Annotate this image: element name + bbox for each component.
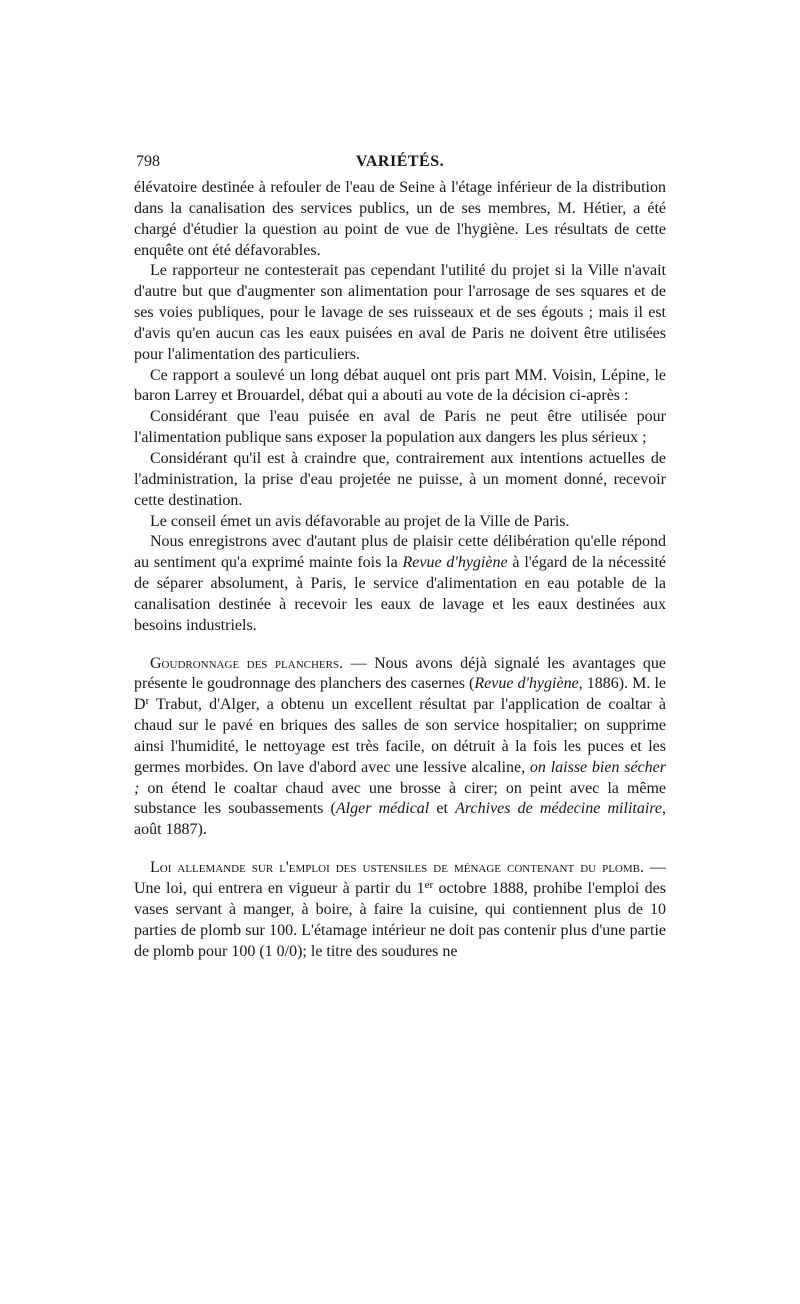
italic-phrase: on laisse bien sécher ; xyxy=(134,758,666,797)
paragraph-considerant-2: Considérant qu'il est à craindre que, contrairement aux intentions actuelles de l'administration, la prise d'eau projetée ne puisse, à un moment donné, recevoir cette destination. xyxy=(134,449,666,509)
text-run: , 1886). M. le D xyxy=(134,675,667,714)
paragraph-continuation: élévatoire destinée à refouler de l'eau de Seine à l'étage inférieur de la distribution dans la canalisation des services publics, un de ses membres, M. Hétier, a été chargé d'étudier la question au point de vue de l'hygiène. Les résultats de cette enquête ont été défavorables. xyxy=(134,179,666,259)
text-run: , août 1887). xyxy=(134,800,667,839)
journal-title: Alger médical xyxy=(335,800,430,818)
text-run: on étend le coaltar chaud avec une brosse à cirer; on peint avec la même substance les soubassements ( xyxy=(134,779,666,818)
paragraph-debat: Ce rapport a soulevé un long débat auquel ont pris part MM. Voisin, Lépine, le baron Larrey et Brouardel, débat qui a abouti au vote de la décision ci-après : xyxy=(134,366,666,405)
paragraph-revue xyxy=(134,532,666,636)
paragraph-rapporteur: Le rapporteur ne contesterait pas cependant l'utilité du projet si la Ville n'avait d'autre but que d'augmenter son alimentation pour l'arrosage de ses squares et de ses voies publiques, pour le lavage de ses ruisseaux et de ses égouts ; mais il est d'avis qu'en aucun cas les eaux puisées en aval de Paris ne doivent être utilisées pour l'alimentation des particuliers. xyxy=(134,262,666,363)
text-run: octobre 1888, prohibe l'emploi des vases servant à manger, à boire, à faire la cuisine, qui contiennent plus de 10 parties de plomb sur 100. L'étamage intérieur ne doit pas contenir plus d'une partie de plomb pour 100 (1 0/0); le titre des soudures ne xyxy=(134,880,667,960)
superscript: r xyxy=(145,695,150,708)
journal-title: Archives de médecine militaire xyxy=(455,800,663,818)
journal-title: Revue d'hygiène xyxy=(474,675,579,693)
superscript: er xyxy=(424,879,434,891)
section-title: Loi allemande sur l'emploi des ustensiles de ménage contenant du plomb. xyxy=(150,859,644,877)
text-run: Trabut, d'Alger, a obtenu un excellent résultat par l'application de coaltar à chaud sur le pavé en briques des salles de son service hospitalier; on supprime ainsi l'humidité, le nettoyage est très facile, on détruit à la fois les puces et les germes morbides. On lave d'abord avec une lessive alcaline, xyxy=(134,696,666,776)
paragraph-considerant-1: Considérant que l'eau puisée en aval de Paris ne peut être utilisée pour l'alimentation publique sans exposer la population aux dangers les plus sérieux ; xyxy=(134,408,666,447)
page-header xyxy=(134,150,666,178)
page-number: 798 xyxy=(136,153,160,170)
section-loi-allemande xyxy=(134,858,666,962)
text-run: à l'égard de la nécessité de séparer absolument, à Paris, le service d'alimentation en eau potable de la canalisation destinée à recevoir les eaux de lavage et les eaux destinées aux besoins industriels. xyxy=(134,554,667,634)
text-run: — Une loi, qui entrera en vigueur à partir du 1 xyxy=(134,859,666,897)
paragraph-avis: Le conseil émet un avis défavorable au projet de la Ville de Paris. xyxy=(150,512,570,530)
text-run: Nous enregistrons avec d'autant plus de plaisir cette délibération qu'elle répond au sentiment qu'a exprimé mainte fois la xyxy=(134,533,666,572)
document-page xyxy=(134,150,666,962)
text-run: et xyxy=(429,800,456,818)
section-title: Goudronnage des planchers. xyxy=(150,654,344,672)
running-head: VARIÉTÉS. xyxy=(355,153,445,170)
section-goudronnage xyxy=(134,654,666,842)
journal-title: Revue d'hygiène xyxy=(402,554,508,572)
text-run: — Nous avons déjà signalé les avantages que présente le goudronnage des planchers des casernes ( xyxy=(134,654,666,693)
